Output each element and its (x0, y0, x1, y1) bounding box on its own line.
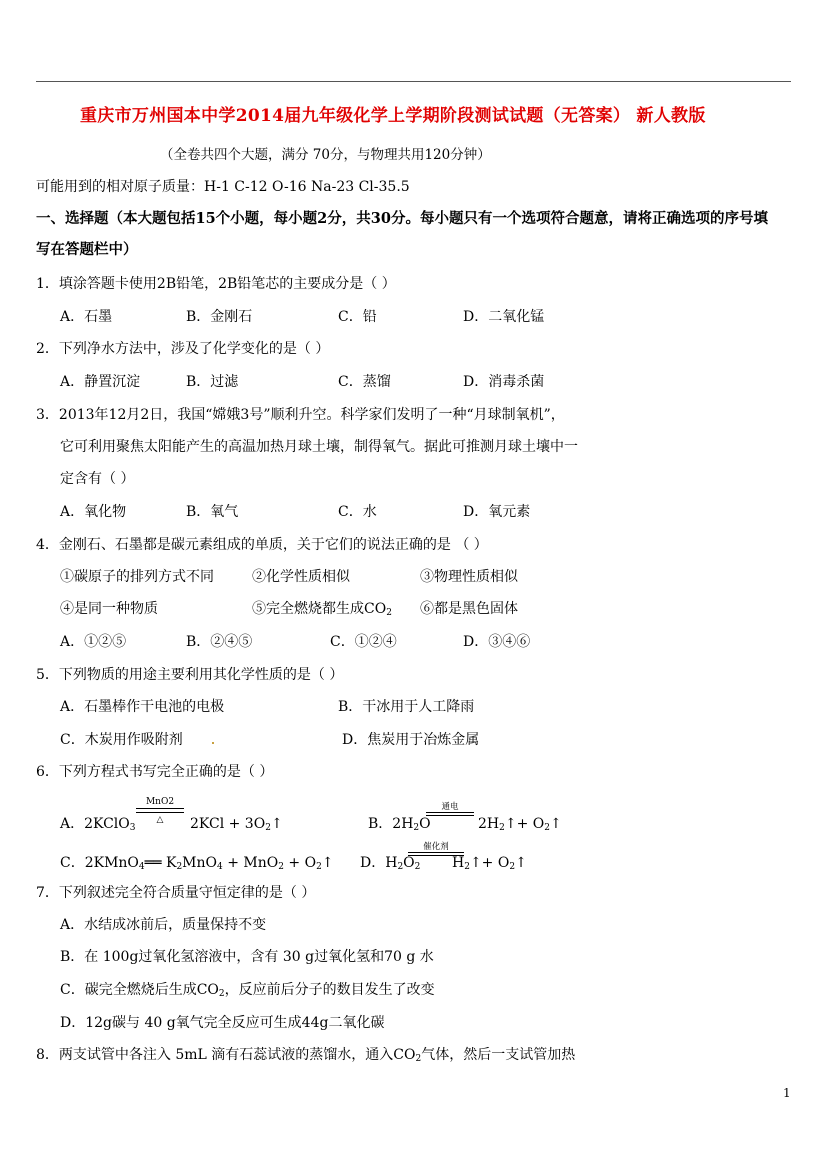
q6-option-a-reactant: A．2KClO$_3$ (60, 816, 136, 833)
q1-option-b: B．金刚石 (186, 309, 253, 325)
header-rule (36, 81, 791, 82)
q6-option-d-product: $H_2↑+$ $O_2↑$ (452, 855, 527, 872)
q6-option-b-arrow (426, 812, 474, 816)
q4-option-c: C．①②④ (330, 634, 397, 650)
q4-option-a: A．①②⑤ (60, 634, 127, 650)
question-7: 7．下列叙述完全符合质量守恒定律的是（ ） (36, 885, 316, 901)
q7-option-a: A．水结成冰前后，质量保持不变 (60, 917, 267, 933)
q3-option-c: C．水 (338, 504, 377, 520)
q4-option-b: B．②④⑤ (186, 634, 253, 650)
q4-statement-6: ⑥都是黑色固体 (420, 601, 518, 617)
question-3-cont: 它可利用聚焦太阳能产生的高温加热月球土壤，制得氧气。据此可推测月球土壤中一 (60, 439, 578, 455)
section-heading: 一、选择题（本大题包括15个小题，每小题2分，共30分。每小题只有一个选项符合题意，请将正确选项的序号填 (36, 210, 768, 227)
q1-option-c: C．铅 (338, 309, 377, 325)
question-2: 2．下列净水方法中，涉及了化学变化的是（ ） (36, 341, 330, 357)
q4-statement-5: ⑤完全燃烧都生成$CO_2$ (252, 601, 392, 618)
q4-statement-4: ④是同一种物质 (60, 601, 158, 617)
q2-option-c: C．蒸馏 (338, 374, 391, 390)
q7-option-c: C．碳完全燃烧后生成$CO_2$，反应前后分子的数目发生了改变 (60, 982, 435, 999)
q7-option-b: B．在 100g过氧化氢溶液中，含有 30 g过氧化氢和70 g 水 (60, 949, 434, 965)
q5-option-b: B．干冰用于人工降雨 (338, 699, 475, 715)
q6-option-c: C．2KMnO$_4$══ $K_2MnO_4 + MnO_2$ + $O_2↑$ (60, 855, 334, 872)
q6-option-a-product: $2KCl + 3O_2↑$ (190, 816, 283, 833)
q4-statement-1: ①碳原子的排列方式不同 (60, 569, 214, 585)
q5-option-c: C．木炭用作吸附剂 (60, 732, 183, 748)
print-speck (212, 742, 214, 744)
question-8: 8．两支试管中各注入 5mL 滴有石蕊试液的蒸馏水，通入$CO_2$气体，然后一支试管加热 (36, 1047, 576, 1064)
q2-option-b: B．过滤 (186, 374, 239, 390)
q2-option-d: D．消毒杀菌 (463, 374, 545, 390)
q6-option-b-reactant: B．$2H_2O$ (368, 816, 431, 833)
question-6: 6．下列方程式书写完全正确的是（ ） (36, 764, 274, 780)
question-4: 4．金刚石、石墨都是碳元素组成的单质，关于它们的说法正确的是 （ ） (36, 537, 488, 553)
q4-statement-2: ②化学性质相似 (252, 569, 350, 585)
q6-option-b-condition: 通电 (441, 802, 459, 812)
atomic-masses: 可能用到的相对原子质量：H-1 C-12 O-16 Na-23 Cl-35.5 (36, 179, 410, 195)
question-1: 1．填涂答题卡使用2B铅笔，2B铅笔芯的主要成分是（ ） (36, 276, 396, 292)
q6-option-a-condition: MnO2 △ (136, 797, 184, 825)
q6-option-b-product: $2H_2↑+$ $O_2↑$ (478, 816, 562, 833)
q5-option-a: A．石墨棒作干电池的电极 (60, 699, 225, 715)
q5-option-d: D．焦炭用于冶炼金属 (342, 732, 480, 748)
q3-option-a: A．氧化物 (60, 504, 127, 520)
question-5: 5．下列物质的用途主要利用其化学性质的是（ ） (36, 667, 344, 683)
q3-option-b: B．氧气 (186, 504, 239, 520)
q7-option-d: D．12g碳与 40 g氧气完全反应可生成44g二氧化碳 (60, 1015, 385, 1031)
q2-option-a: A．静置沉淀 (60, 374, 141, 390)
q6-option-d-reactant: D．$H_2O_2$ (360, 855, 421, 872)
exam-info: （全卷共四个大题，满分 70分，与物理共用120分钟） (160, 147, 491, 163)
q1-option-a: A．石墨 (60, 309, 113, 325)
q1-option-d: D．二氧化锰 (463, 309, 545, 325)
q6-option-d-condition: 催化剂 (423, 842, 449, 852)
q3-option-d: D．氧元素 (463, 504, 531, 520)
q4-statement-3: ③物理性质相似 (420, 569, 518, 585)
page-title: 重庆市万州国本中学2014届九年级化学上学期阶段测试试题（无答案） 新人教版 (80, 106, 706, 126)
question-3-cont2: 定含有（ ） (60, 471, 135, 487)
question-3: 3．2013年12月2日，我国“嫦娥3号”顺利升空。科学家们发明了一种“月球制氧机”， (36, 407, 565, 423)
q4-option-d: D．③④⑥ (463, 634, 531, 650)
section-heading-cont: 写在答题栏中） (36, 241, 138, 258)
page-number: 1 (783, 1086, 791, 1100)
